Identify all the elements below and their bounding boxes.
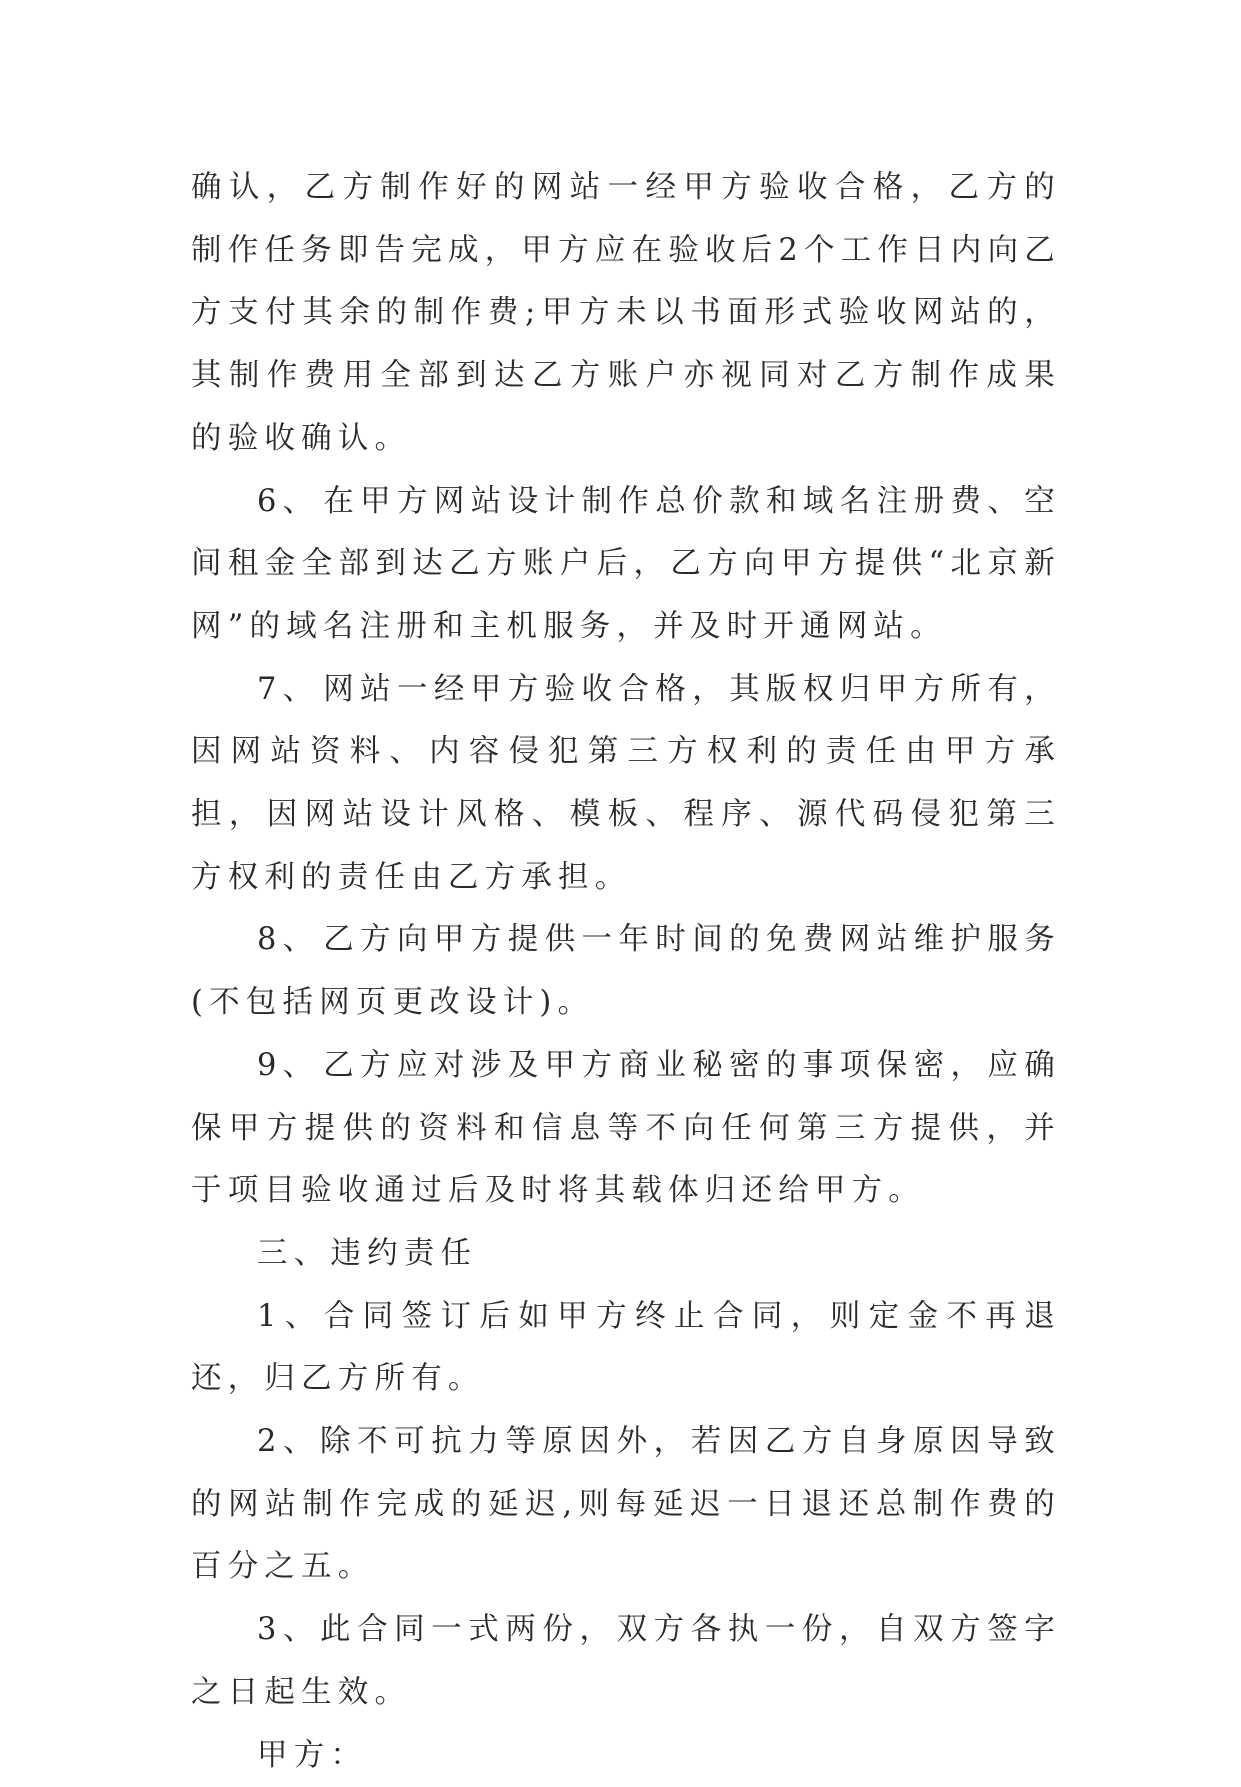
clause-text: 乙方应对涉及甲方商业秘密的事项保密，应确保甲方提供的资料和信息等不向任何第三方提供，并于项目验收通过后及时将其载体归还给甲方。: [191, 1047, 1061, 1209]
clause-8: [191, 909, 1061, 1034]
breach-clause-3: 3、此合同一式两份，双方各执一份，自双方签字之日起生效。: [191, 1612, 1061, 1710]
clause-6: [191, 471, 1061, 659]
breach-clause-2: 2、除不可抗力等原因外，若因乙方自身原因导致的网站制作完成的延迟,则每延迟一日退还总制作费的百分之五。: [191, 1424, 1061, 1585]
clause-number: 8、: [257, 922, 320, 958]
clause-text: 在甲方网站设计制作总价款和域名注册费、空间租金全部到达乙方账户后，乙方向甲方提供“北京新网”的域名注册和主机服务，并及时开通网站。: [191, 483, 1061, 644]
party-a-signature-label: 甲方：: [257, 1737, 368, 1773]
breach-clause-1: 1、合同签订后如甲方终止合同，则定金不再退还，归乙方所有。: [191, 1298, 1061, 1397]
paragraph-continuation: 确认，乙方制作好的网站一经甲方验收合格，乙方的制作任务即告完成，甲方应在验收后2个工作日内向乙方支付其余的制作费;甲方未以书面形式验收网站的，其制作费用全部到达乙方账户亦视同对乙方制作成果的验收确认。: [191, 170, 1061, 456]
clause-number: 9、: [257, 1047, 320, 1083]
clause-text: 乙方向甲方提供一年时间的免费网站维护服务(不包括网页更改设计)。: [191, 922, 1061, 1021]
section-heading-breach: 三、违约责任: [257, 1235, 478, 1271]
clause-number: 7、: [257, 671, 320, 707]
clause-text: 网站一经甲方验收合格，其版权归甲方所有，因网站资料、内容侵犯第三方权利的责任由甲方承担，因网站设计风格、模板、程序、源代码侵犯第三方权利的责任由乙方承担。: [191, 671, 1061, 895]
clause-number: 6、: [257, 483, 320, 519]
clause-7: [191, 659, 1061, 910]
clause-9: [191, 1035, 1061, 1223]
document-body: [191, 157, 1061, 1787]
